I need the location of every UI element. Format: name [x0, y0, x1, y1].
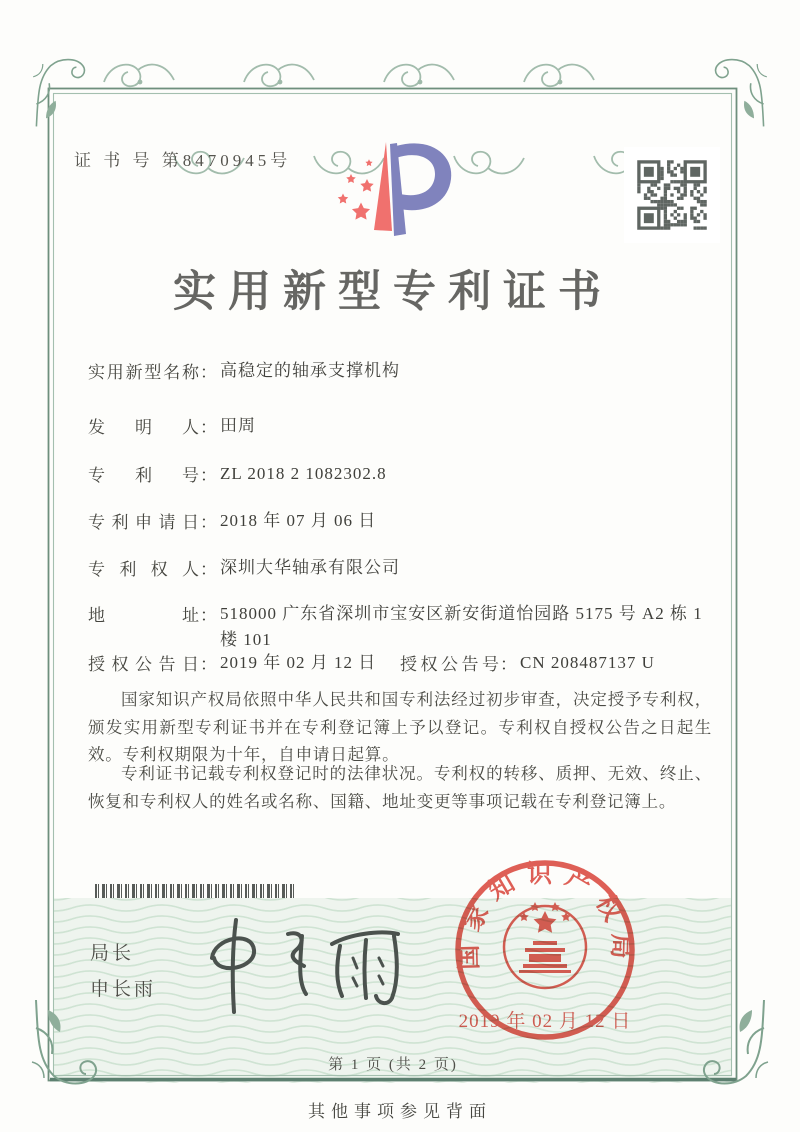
- barcode: [95, 884, 296, 898]
- colon: ：: [500, 655, 518, 674]
- back-side-note: 其他事项参见背面: [308, 1102, 492, 1121]
- field-filing-date: [88, 508, 728, 534]
- field-label: 专利申请日: [88, 513, 200, 532]
- colon: ：: [200, 513, 218, 532]
- director-name: 申长雨: [90, 979, 157, 1000]
- field-label: 发明人: [88, 418, 200, 437]
- director-title: 局长: [90, 943, 135, 964]
- field-label: 专利号: [88, 466, 200, 485]
- field-utility-model-name: [88, 358, 728, 384]
- colon: ：: [200, 655, 218, 674]
- field-value: 2019 年 02 月 12 日: [220, 653, 377, 672]
- certificate-title: 实用新型专利证书: [173, 269, 613, 316]
- field-value: 高稳定的轴承支撑机构: [220, 361, 400, 380]
- field-value: 2018 年 07 月 06 日: [220, 511, 377, 530]
- field-address: [88, 601, 728, 653]
- field-label: 地址: [88, 606, 200, 625]
- cnipa-logo-icon: [330, 130, 480, 250]
- field-value: 518000 广东省深圳市宝安区新安街道怡园路 5175 号 A2 栋 1楼 101: [220, 604, 703, 649]
- page-number: 第 1 页 (共 2 页): [328, 1057, 458, 1073]
- field-patent-number: [88, 461, 728, 487]
- field-patentee: [88, 555, 728, 581]
- field-grant-number: [400, 650, 655, 676]
- field-inventor: [88, 413, 728, 439]
- field-label: 授权公告日: [88, 655, 200, 674]
- field-value: 深圳大华轴承有限公司: [220, 558, 400, 577]
- field-label: 专利权人: [88, 560, 200, 579]
- seal-date: 2019 年 02 月 12 日: [458, 1011, 632, 1032]
- colon: ：: [200, 606, 218, 625]
- seal-arc-text: 国家知识产权局: [455, 861, 635, 971]
- director-signature: [190, 900, 420, 1020]
- field-value: 田周: [220, 416, 256, 435]
- legal-paragraph-2: 专利证书记载专利权登记时的法律状况。专利权的转移、质押、无效、终止、恢复和专利权人的姓名或名称、国籍、地址变更等事项记载在专利登记簿上。: [88, 764, 712, 811]
- national-emblem-icon: [504, 902, 586, 988]
- legal-paragraph-1: 国家知识产权局依照中华人民共和国专利法经过初步审查，决定授予专利权，颁发实用新型专利证书并在专利登记簿上予以登记。专利权自授权公告之日起生效。专利权期限为十年，自申请日起算。: [88, 690, 712, 764]
- official-seal: [445, 855, 645, 1045]
- colon: ：: [200, 466, 218, 485]
- colon: ：: [200, 363, 218, 382]
- colon: ：: [200, 560, 218, 579]
- certificate-number: 证 书 号 第8470945号: [74, 151, 292, 170]
- qr-code: [624, 147, 720, 243]
- field-value: CN 208487137 U: [520, 653, 655, 672]
- field-value: ZL 2018 2 1082302.8: [220, 464, 387, 483]
- colon: ：: [200, 418, 218, 437]
- field-label: 授权公告号: [400, 655, 500, 674]
- field-grant-row: [88, 650, 728, 676]
- field-label: 实用新型名称: [88, 363, 200, 382]
